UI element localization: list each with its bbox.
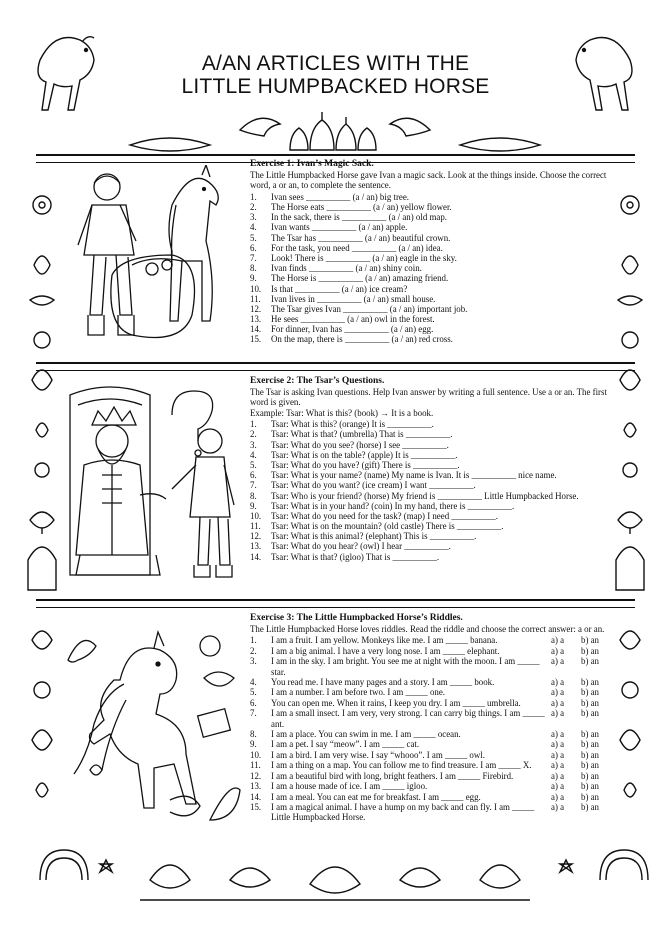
item-number: 3.	[250, 656, 257, 667]
item-text[interactable]: Tsar: What is that? (umbrella) That is __________.	[271, 429, 453, 440]
item-number: 9.	[250, 500, 257, 511]
item-number: 4.	[250, 677, 257, 688]
choice-a-option[interactable]: a) a	[551, 729, 565, 740]
item-number: 15.	[250, 801, 262, 812]
feather-icon	[210, 788, 240, 820]
item-text[interactable]: The Tsar has __________ (a / an) beautiful crown.	[271, 232, 451, 243]
item-number: 5.	[250, 232, 257, 243]
item-text[interactable]: You read me. I have many pages and a story. I am _____ book.	[271, 677, 495, 688]
item-text[interactable]: Ivan finds __________ (a / an) shiny coin.	[271, 263, 422, 274]
choice-b-option[interactable]: b) an	[581, 708, 599, 719]
ex2-item	[250, 491, 615, 501]
ex3-item	[250, 750, 615, 760]
item-text[interactable]: The Tsar gives Ivan __________ (a / an) important job.	[271, 303, 468, 314]
ex3-item	[250, 760, 615, 770]
ex2-item	[250, 511, 615, 521]
title-line-1: A/AN ARTICLES WITH THE	[201, 52, 470, 75]
ex2-item	[250, 460, 615, 470]
ex1-item	[250, 243, 615, 253]
item-number: 6.	[250, 242, 257, 253]
item-text[interactable]: The Horse is __________ (a / an) amazing friend.	[271, 273, 449, 284]
exercise-1-heading: Exercise 1: Ivan’s Magic Sack.	[250, 159, 374, 169]
choice-a-option[interactable]: a) a	[551, 791, 565, 802]
item-number: 2.	[250, 429, 257, 440]
section-divider	[36, 362, 635, 371]
item-text[interactable]: The Horse eats __________ (a / an) yellow flower.	[271, 202, 452, 212]
ex2-item	[250, 552, 615, 562]
ex1-item	[250, 284, 615, 294]
item-number: 6.	[250, 470, 257, 481]
ex1-item	[250, 263, 615, 273]
ex2-item	[250, 501, 615, 511]
item-number: 10.	[250, 510, 262, 521]
ex2-item	[250, 470, 615, 480]
rearing-horse-illustration	[60, 620, 250, 850]
choice-a-option[interactable]: a) a	[551, 770, 565, 781]
item-text[interactable]: Tsar: What do you need for the task? (map) I need __________.	[271, 510, 498, 521]
item-text[interactable]: Ivan wants __________ (a / an) apple.	[271, 222, 408, 233]
item-number: 11.	[250, 760, 261, 771]
tsar-ivan-illustration	[62, 385, 247, 585]
ivan-horse-sack-illustration	[72, 165, 242, 355]
item-text[interactable]: Tsar: What is your name? (name) My name is Ivan. It is __________ nice name.	[271, 470, 557, 481]
item-number: 7.	[250, 708, 257, 719]
item-number: 1.	[250, 419, 257, 430]
item-text[interactable]: I am a fruit. I am yellow. Monkeys like me. I am _____ banana.	[271, 635, 498, 646]
choice-a-option[interactable]: a) a	[551, 760, 565, 771]
item-text[interactable]: I am a number. I am before two. I am _____ one.	[271, 687, 445, 698]
ex1-item	[250, 324, 615, 334]
choice-b-option[interactable]: b) an	[581, 677, 599, 688]
ex3-item	[250, 708, 615, 729]
exercise-1	[250, 159, 615, 345]
choice-b-option[interactable]: b) an	[581, 697, 599, 708]
item-number: 12.	[250, 770, 262, 781]
item-number: 11.	[250, 293, 261, 304]
item-number: 8.	[250, 729, 257, 740]
ex2-item	[250, 450, 615, 460]
ex2-item	[250, 521, 615, 531]
item-number: 8.	[250, 263, 257, 274]
book-icon	[198, 709, 231, 737]
exercise-2-list	[250, 419, 615, 562]
item-text[interactable]: I am a house made of ice. I am _____ igloo.	[271, 781, 428, 792]
choice-a-option[interactable]: a) a	[551, 739, 565, 750]
item-number: 10.	[250, 749, 262, 760]
item-text[interactable]: In the sack, there is __________ (a / an) old map.	[271, 212, 447, 223]
apple-icon	[200, 636, 220, 656]
ex3-item	[250, 792, 615, 802]
right-border-motifs	[616, 196, 644, 797]
item-number: 15.	[250, 334, 262, 345]
exercise-1-list	[250, 192, 615, 345]
item-text[interactable]: I am a beautiful bird with long, bright feathers. I am _____ Firebird.	[271, 770, 514, 781]
ex3-item	[250, 781, 615, 791]
exercise-2	[250, 376, 615, 562]
item-number: 10.	[250, 283, 262, 294]
item-text[interactable]: Tsar: What is on the mountain? (old castle) There is __________.	[271, 521, 504, 532]
item-text[interactable]: Ivan sees __________ (a / an) big tree.	[271, 191, 410, 202]
item-number: 2.	[250, 202, 257, 212]
item-text[interactable]: Is that __________ (a / an) ice cream?	[271, 283, 408, 294]
exercise-3	[250, 613, 615, 823]
ex1-item	[250, 294, 615, 304]
item-number: 13.	[250, 314, 262, 325]
choice-b-option[interactable]: b) an	[581, 760, 599, 771]
item-number: 9.	[250, 273, 257, 284]
ex3-item	[250, 771, 615, 781]
item-text[interactable]: I am a place. You can swim in me. I am _____ ocean.	[271, 729, 461, 740]
ex1-item	[250, 202, 615, 212]
item-text[interactable]: Tsar: What do you see? (horse) I see __________.	[271, 439, 449, 450]
item-number: 1.	[250, 635, 257, 646]
choice-b-option[interactable]: b) an	[581, 656, 599, 667]
item-text[interactable]: Tsar: What do you hear? (owl) I hear __________.	[271, 541, 451, 552]
item-text[interactable]: For the task, you need __________ (a / an) idea.	[271, 242, 443, 253]
choice-a-option[interactable]: a) a	[551, 687, 565, 698]
item-text[interactable]: I am a thing on a map. You can follow me to find treasure. I am _____ X.	[271, 760, 532, 771]
item-text[interactable]: I am a pet. I say “meow”. I am _____ cat.	[271, 739, 420, 750]
exercise-3-instructions: The Little Humpbacked Horse loves riddles. Read the riddle and choose the correct answer: a or an.	[250, 624, 605, 634]
choice-b-option[interactable]: b) an	[581, 801, 599, 812]
ex3-item	[250, 698, 615, 708]
choice-b-option[interactable]: b) an	[581, 687, 599, 698]
choice-a-option[interactable]: a) a	[551, 635, 565, 646]
choice-a-option[interactable]: a) a	[551, 697, 565, 708]
choice-b-option[interactable]: b) an	[581, 749, 599, 760]
choice-a-option[interactable]: a) a	[551, 708, 565, 719]
item-text[interactable]: Tsar: Who is your friend? (horse) My friend is __________ Little Humpbacked Horse.	[271, 490, 579, 501]
choice-b-option[interactable]: b) an	[581, 635, 599, 646]
choice-a-option[interactable]: a) a	[551, 801, 565, 812]
item-text[interactable]: Tsar: What is in your hand? (coin) In my hand, there is __________.	[271, 500, 515, 511]
ex3-item	[250, 739, 615, 749]
bottom-border-motifs	[40, 850, 648, 900]
item-text[interactable]: Tsar: What is that? (igloo) That is __________.	[271, 551, 440, 562]
item-text[interactable]: Tsar: What is on the table? (apple) It is __________.	[271, 449, 458, 460]
item-text[interactable]: Tsar: What is this? (orange) It is __________.	[271, 419, 434, 430]
item-text[interactable]: Look! There is __________ (a / an) eagle in the sky.	[271, 252, 457, 263]
item-number: 14.	[250, 551, 262, 562]
title-line-2: LITTLE HUMPBACKED HORSE	[181, 75, 490, 98]
item-text[interactable]: On the map, there is __________ (a / an) red cross.	[271, 334, 453, 345]
ex2-item	[250, 480, 615, 490]
item-number: 2.	[250, 645, 257, 656]
choice-a-option[interactable]: a) a	[551, 749, 565, 760]
item-number: 3.	[250, 212, 257, 223]
exercise-3-heading: Exercise 3: The Little Humpbacked Horse’s Riddles.	[250, 613, 463, 623]
item-text[interactable]: I am a bird. I am very wise. I say “whooo”. I am _____ owl.	[271, 749, 485, 760]
item-text[interactable]: Tsar: What do you have? (gift) There is __________.	[271, 459, 460, 470]
item-number: 12.	[250, 303, 262, 314]
worksheet-title	[150, 52, 521, 98]
ex1-item	[250, 253, 615, 263]
horse-ornament-left-icon	[38, 37, 94, 110]
ex2-item	[250, 429, 615, 439]
ex1-item	[250, 273, 615, 283]
exercise-3-list	[250, 635, 615, 822]
choice-a-option[interactable]: a) a	[551, 677, 565, 688]
ex3-item	[250, 635, 615, 645]
exercise-2-heading: Exercise 2: The Tsar’s Questions.	[250, 376, 385, 386]
ex2-item	[250, 541, 615, 551]
item-number: 6.	[250, 697, 257, 708]
ex1-item	[250, 304, 615, 314]
ex1-item	[250, 212, 615, 222]
item-text[interactable]: I am a big animal. I have a very long nose. I am _____ elephant.	[271, 645, 500, 656]
ex2-item	[250, 440, 615, 450]
item-text[interactable]: Tsar: What do you want? (ice cream) I want __________.	[271, 480, 476, 491]
item-number: 7.	[250, 480, 257, 491]
horse-ornament-right-icon	[576, 38, 632, 111]
item-number: 13.	[250, 781, 262, 792]
item-text[interactable]: I am in the sky. I am bright. You see me at night with the moon. I am _____ star.	[271, 656, 540, 677]
ex2-item	[250, 531, 615, 541]
choice-b-option[interactable]: b) an	[581, 770, 599, 781]
ex1-item	[250, 314, 615, 324]
item-text[interactable]: Ivan lives in __________ (a / an) small house.	[271, 293, 436, 304]
firebird-ornament-icon	[240, 118, 430, 136]
item-number: 14.	[250, 324, 262, 335]
ex3-item	[250, 729, 615, 739]
item-text[interactable]: I am a magical animal. I have a hump on my back and can fly. I am _____ Little Humpbacked Horse.	[271, 801, 535, 823]
item-number: 4.	[250, 449, 257, 460]
choice-b-option[interactable]: b) an	[581, 739, 599, 750]
ex3-item	[250, 802, 615, 823]
ex3-item	[250, 687, 615, 697]
item-number: 1.	[250, 191, 257, 202]
exercise-2-example: Example: Tsar: What is this? (book) → It is a book.	[250, 407, 434, 418]
ex3-item	[250, 677, 615, 687]
ex1-item	[250, 192, 615, 202]
exercise-2-instructions: The Tsar is asking Ivan questions. Help Ivan answer by writing a full sentence. Use a or an. The first word is given.	[250, 387, 607, 408]
melon-icon	[204, 672, 234, 686]
item-text[interactable]: I am a meal. You can eat me for breakfast. I am _____ egg.	[271, 791, 481, 802]
choice-b-option[interactable]: b) an	[581, 781, 599, 792]
left-border-motifs	[28, 196, 56, 797]
item-number: 5.	[250, 459, 257, 470]
exercise-1-instructions: The Little Humpbacked Horse gave Ivan a magic sack. Look at the things inside. Choose the correct word, a or an, to complete the sentence.	[250, 170, 607, 191]
item-text[interactable]: Tsar: What is this animal? (elephant) This is __________.	[271, 531, 477, 542]
item-number: 9.	[250, 739, 257, 750]
choice-b-option[interactable]: b) an	[581, 791, 599, 802]
ex3-item	[250, 646, 615, 656]
item-number: 8.	[250, 490, 257, 501]
banana-icon	[68, 640, 96, 662]
item-text[interactable]: For dinner, Ivan has __________ (a / an) egg.	[271, 324, 434, 335]
item-number: 3.	[250, 439, 257, 450]
item-text[interactable]: He sees __________ (a / an) owl in the forest.	[271, 314, 435, 325]
item-number: 4.	[250, 222, 257, 233]
item-number: 5.	[250, 687, 257, 698]
choice-a-option[interactable]: a) a	[551, 781, 565, 792]
item-text[interactable]: You can open me. When it rains, I keep you dry. I am _____ umbrella.	[271, 697, 521, 708]
choice-b-option[interactable]: b) an	[581, 645, 599, 656]
item-text[interactable]: I am a small insect. I am very, very strong. I can carry big things. I am _____ ant.	[271, 708, 545, 729]
item-number: 12.	[250, 531, 262, 542]
choice-a-option[interactable]: a) a	[551, 656, 565, 667]
item-number: 11.	[250, 521, 261, 532]
choice-b-option[interactable]: b) an	[581, 729, 599, 740]
item-number: 13.	[250, 541, 262, 552]
ex1-item	[250, 334, 615, 344]
ex1-item	[250, 233, 615, 243]
item-number: 7.	[250, 252, 257, 263]
section-divider	[36, 599, 635, 608]
choice-a-option[interactable]: a) a	[551, 645, 565, 656]
ex3-item	[250, 656, 615, 677]
onion-domes-icon	[290, 112, 376, 150]
item-number: 14.	[250, 791, 262, 802]
ex1-item	[250, 222, 615, 232]
ex2-item	[250, 419, 615, 429]
